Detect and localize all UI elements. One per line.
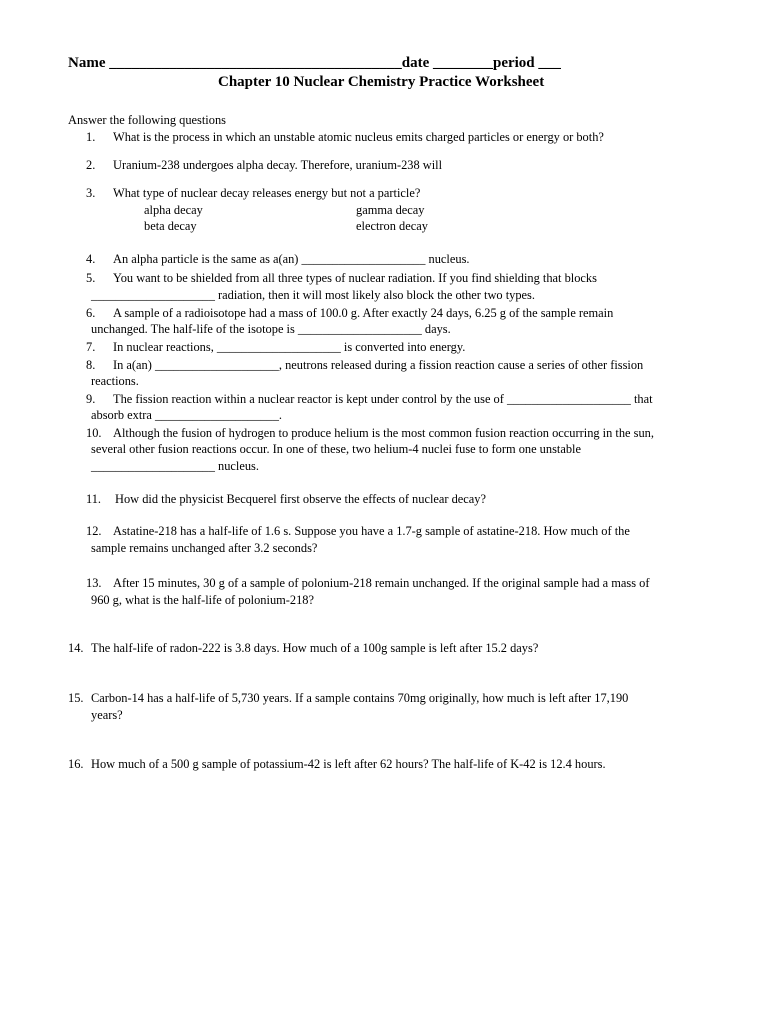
name-date-period-line: Name _______________________________________date ________period ___ [68,55,561,71]
choice-alpha-decay: alpha decay [144,203,203,217]
choice-electron-decay: electron decay [356,219,428,233]
question-text: How much of a 500 g sample of potassium-42 is left after 62 hours? The half-life of K-42 is 12.4 hours. [91,757,606,771]
question-text: years? [91,708,123,722]
question-number: 12. [86,524,102,538]
question-number: 6. [86,306,96,320]
question-number: 16. [68,757,84,771]
page-title: Chapter 10 Nuclear Chemistry Practice Worksheet [218,74,545,90]
question-text: An alpha particle is the same as a(an) ____________________ nucleus. [113,252,470,266]
question-text: In nuclear reactions, ____________________ is converted into energy. [113,340,466,354]
question-number: 1. [86,130,96,144]
question-text: sample remains unchanged after 3.2 seconds? [91,541,318,555]
question-text: How did the physicist Becquerel first observe the effects of nuclear decay? [115,492,487,506]
question-text: Carbon-14 has a half-life of 5,730 years. If a sample contains 70mg originally, how much is left after 17,190 [91,691,629,705]
question-text: reactions. [91,374,139,388]
question-text: Although the fusion of hydrogen to produce helium is the most common fusion reaction occurring in the sun, [113,426,654,440]
question-text: A sample of a radioisotope had a mass of 100.0 g. After exactly 24 days, 6.25 g of the sample remain [113,306,614,320]
question-text: Astatine-218 has a half-life of 1.6 s. Suppose you have a 1.7-g sample of astatine-218. How much of the [113,524,630,538]
question-text: You want to be shielded from all three types of nuclear radiation. If you find shielding that blocks [113,271,597,285]
question-text: What type of nuclear decay releases energy but not a particle? [113,186,421,200]
choice-gamma-decay: gamma decay [356,203,425,217]
question-number: 15. [68,691,84,705]
question-number: 3. [86,186,96,200]
question-number: 7. [86,340,96,354]
question-number: 11. [86,492,102,506]
question-number: 5. [86,271,96,285]
question-number: 13. [86,576,102,590]
question-text: The fission reaction within a nuclear reactor is kept under control by the use of ____________________ that [113,392,653,406]
question-text: After 15 minutes, 30 g of a sample of polonium-218 remain unchanged. If the original sample had a mass of [113,576,650,590]
question-number: 8. [86,358,96,372]
question-text: Uranium-238 undergoes alpha decay. Therefore, uranium-238 will [113,158,443,172]
question-text: What is the process in which an unstable atomic nucleus emits charged particles or energy or both? [113,130,604,144]
question-text: absorb extra ____________________. [91,408,282,422]
question-text: 960 g, what is the half-life of polonium-218? [91,593,314,607]
question-text: In a(an) ____________________, neutrons released during a fission reaction cause a series of other fission [113,358,644,372]
question-text: ____________________ radiation, then it will most likely also block the other two types. [91,288,535,302]
question-text: ____________________ nucleus. [91,459,259,473]
question-number: 10. [86,426,102,440]
instructions: Answer the following questions [68,113,226,127]
question-number: 14. [68,641,84,655]
question-text: The half-life of radon-222 is 3.8 days. How much of a 100g sample is left after 15.2 days? [91,641,539,655]
question-number: 9. [86,392,96,406]
question-text: unchanged. The half-life of the isotope is ____________________ days. [91,322,451,336]
question-number: 2. [86,158,96,172]
question-number: 4. [86,252,96,266]
choice-beta-decay: beta decay [144,219,197,233]
question-text: several other fusion reactions occur. In one of these, two helium-4 nuclei fuse to form one unstable [91,442,581,456]
